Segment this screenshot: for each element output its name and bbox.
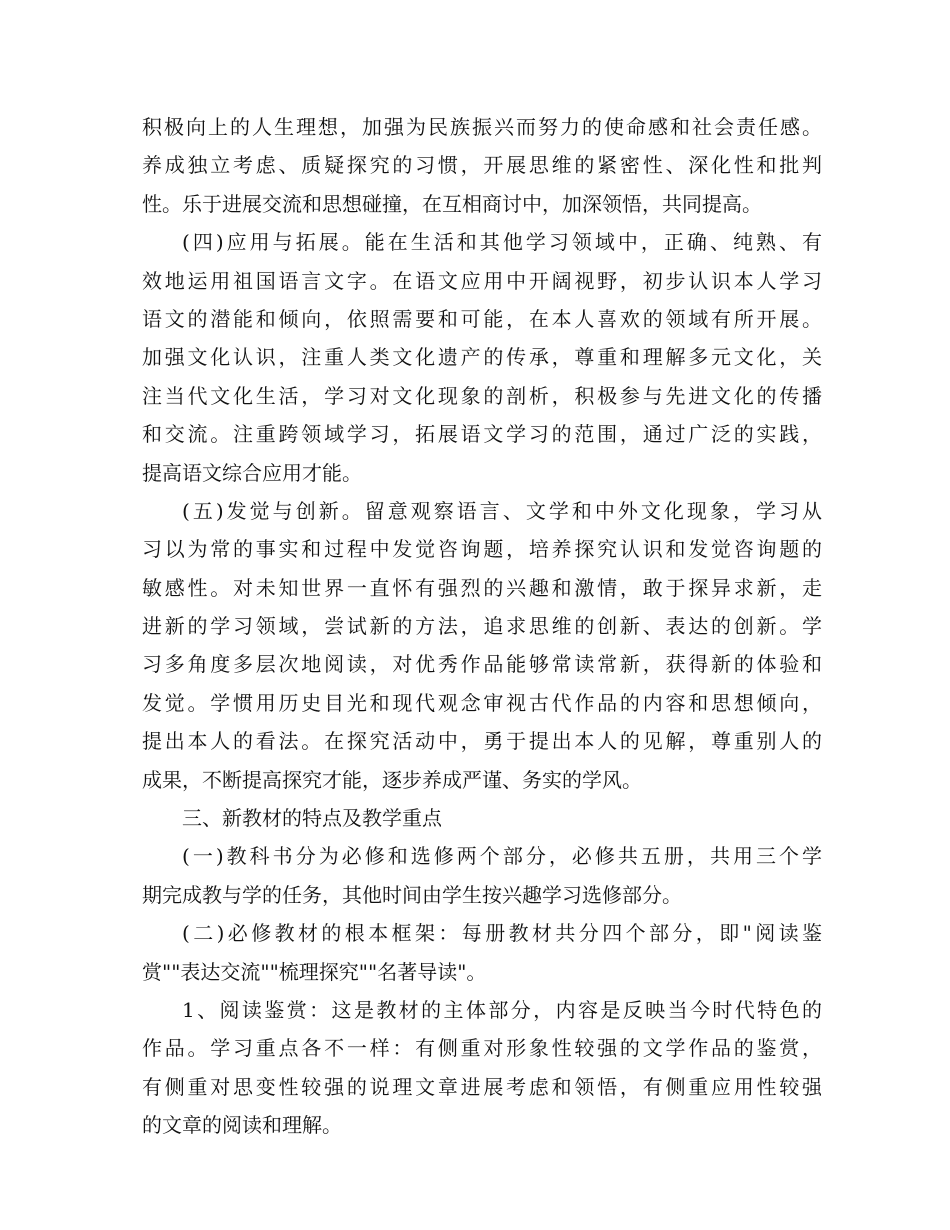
text-line: 提出本人的看法。在探究活动中，勇于提出本人的见解，尊重别人的 [142,729,822,754]
text-line: 的文章的阅读和理解。 [142,1113,342,1138]
text-line: 性。乐于进展交流和思想碰撞，在互相商讨中，加深领悟，共同提高。 [142,191,762,216]
text-line: 加强文化认识，注重人类文化遗产的传承，尊重和理解多元文化，关 [142,345,822,370]
text-line: 进新的学习领域，尝试新的方法，追求思维的创新、表达的创新。学 [142,614,822,639]
text-line: 作品。学习重点各不一样：有侧重对形象性较强的文学作品的鉴赏， [142,1036,822,1061]
text-line: 习多角度多层次地阅读，对优秀作品能够常读常新，获得新的体验和 [142,652,822,677]
text-line: 注当代文化生活，学习对文化现象的剖析，积极参与先进文化的传播 [142,383,822,408]
text-line: 1、阅读鉴赏：这是教材的主体部分，内容是反映当今时代特色的 [182,997,822,1022]
document-body [142,108,822,1145]
text-line: 赏""表达交流""梳理探究""名著导读"。 [142,959,487,984]
text-line: 积极向上的人生理想，加强为民族振兴而努力的使命感和社会责任感。 [142,115,822,139]
text-line: (四)应用与拓展。能在生活和其他学习领域中，正确、纯熟、有 [182,230,822,255]
text-line: 发觉。学惯用历史目光和现代观念审视古代作品的内容和思想倾向， [142,690,822,715]
text-line: 敏感性。对未知世界一直怀有强烈的兴趣和激情，敢于探异求新，走 [142,575,822,600]
text-line: 语文的潜能和倾向，依照需要和可能，在本人喜欢的领域有所开展。 [142,306,822,331]
text-line: 提高语文综合应用才能。 [142,460,362,485]
text-line: 成果，不断提高探究才能，逐步养成严谨、务实的学风。 [142,767,642,792]
text-line: 有侧重对思变性较强的说理文章进展考虑和领悟，有侧重应用性较强 [142,1074,822,1099]
text-line: 效地运用祖国语言文字。在语文应用中开阔视野，初步认识本人学习 [142,268,822,293]
text-line: 和交流。注重跨领域学习，拓展语文学习的范围，通过广泛的实践， [142,422,822,447]
text-line: (五)发觉与创新。留意观察语言、文学和中外文化现象，学习从 [182,498,822,523]
text-line: (二)必修教材的根本框架：每册教材共分四个部分，即"阅读鉴 [182,921,822,946]
text-line: 三、新教材的特点及教学重点 [182,806,442,831]
text-line: 期完成教与学的任务，其他时间由学生按兴趣学习选修部分。 [142,882,682,907]
text-line: 习以为常的事实和过程中发觉咨询题，培养探究认识和发觉咨询题的 [142,537,822,562]
text-line: (一)教科书分为必修和选修两个部分，必修共五册，共用三个学 [182,844,822,869]
text-line: 养成独立考虑、质疑探究的习惯，开展思维的紧密性、深化性和批判 [142,153,822,178]
